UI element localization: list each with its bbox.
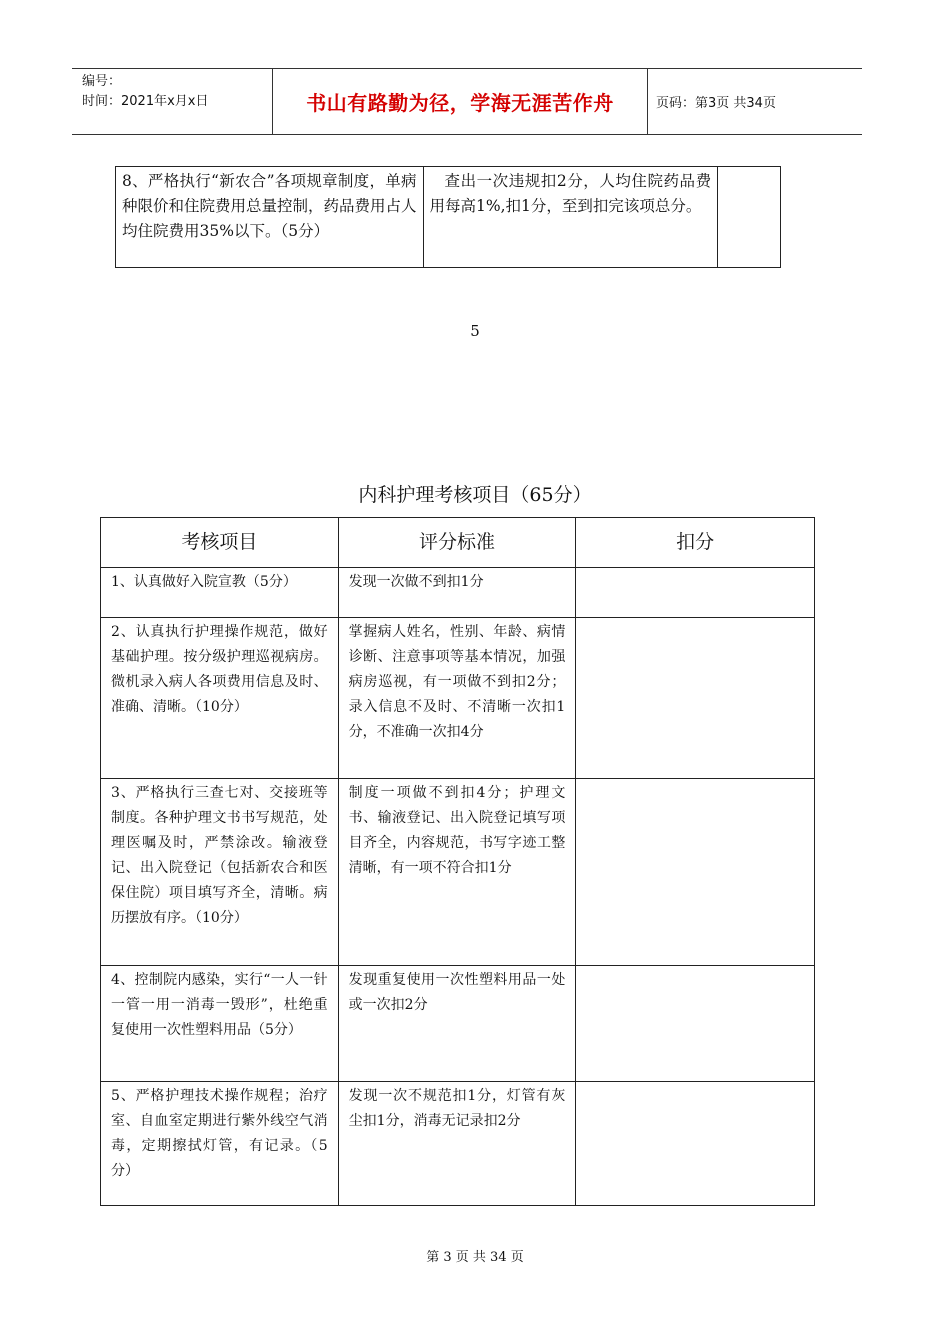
table-row — [101, 1082, 815, 1206]
table-row — [101, 568, 815, 618]
header-page-info: 页码：第3页 共34页 — [656, 96, 776, 111]
item-cell: 2、认真执行护理操作规范，做好基础护理。按分级护理巡视病房。微机录入病人各项费用信息及时、准确、清晰。（10分） — [101, 618, 339, 779]
deduction-cell — [576, 779, 815, 966]
criteria-cell: 发现重复使用一次性塑料用品一处或一次扣2分 — [338, 966, 576, 1082]
page-footer: 第 3 页 共 34 页 — [426, 1250, 524, 1265]
item-cell: 1、认真做好入院宣教（5分） — [101, 568, 339, 618]
previous-assessment-table — [115, 166, 781, 268]
assessment-table — [100, 517, 815, 1206]
inner-page-number: 5 — [470, 322, 480, 340]
table-row — [101, 618, 815, 779]
section-title: 内科护理考核项目（65分） — [358, 484, 592, 506]
deduction-cell — [576, 568, 815, 618]
prev-criteria-cell: 查出一次违规扣2分，人均住院药品费用每高1%,扣1分，至到扣完该项总分。 — [423, 167, 718, 268]
table-row — [101, 966, 815, 1082]
deduction-cell — [576, 966, 815, 1082]
table-header-row — [101, 518, 815, 568]
header-criteria: 评分标准 — [338, 518, 576, 568]
criteria-cell: 发现一次不规范扣1分，灯管有灰尘扣1分，消毒无记录扣2分 — [338, 1082, 576, 1206]
header-number-label: 编号： — [82, 74, 122, 89]
page-header — [72, 68, 862, 135]
prev-deduction-cell — [718, 167, 781, 268]
criteria-cell: 制度一项做不到扣4分；护理文书、输液登记、出入院登记填写项目齐全，内容规范，书写字迹工整清晰，有一项不符合扣1分 — [338, 779, 576, 966]
item-cell: 4、控制院内感染，实行“一人一针一管一用一消毒一毁形”，杜绝重复使用一次性塑料用品（5分） — [101, 966, 339, 1082]
header-item: 考核项目 — [101, 518, 339, 568]
deduction-cell — [576, 618, 815, 779]
criteria-cell: 发现一次做不到扣1分 — [338, 568, 576, 618]
criteria-cell: 掌握病人姓名，性别、年龄、病情诊断、注意事项等基本情况，加强病房巡视，有一项做不到扣2分；录入信息不及时、不清晰一次扣1分，不准确一次扣4分 — [338, 618, 576, 779]
table-row — [101, 779, 815, 966]
deduction-cell — [576, 1082, 815, 1206]
table-row — [116, 167, 781, 268]
prev-item-cell: 8、严格执行“新农合”各项规章制度，单病种限价和住院费用总量控制，药品费用占人均住院费用35%以下。（5分） — [116, 167, 424, 268]
item-cell: 5、严格护理技术操作规程；治疗室、自血室定期进行紫外线空气消毒，定期擦拭灯管，有记录。（5分） — [101, 1082, 339, 1206]
header-time-label: 时间：2021年x月x日 — [82, 94, 209, 109]
item-cell: 3、严格执行三查七对、交接班等制度。各种护理文书书写规范，处理医嘱及时，严禁涂改。输液登记、出入院登记（包括新农合和医保住院）项目填写齐全，清晰。病历摆放有序。（10分） — [101, 779, 339, 966]
header-deduction: 扣分 — [576, 518, 815, 568]
header-meta — [72, 69, 273, 134]
header-motto: 书山有路勤为径，学海无涯苦作舟 — [273, 69, 648, 134]
